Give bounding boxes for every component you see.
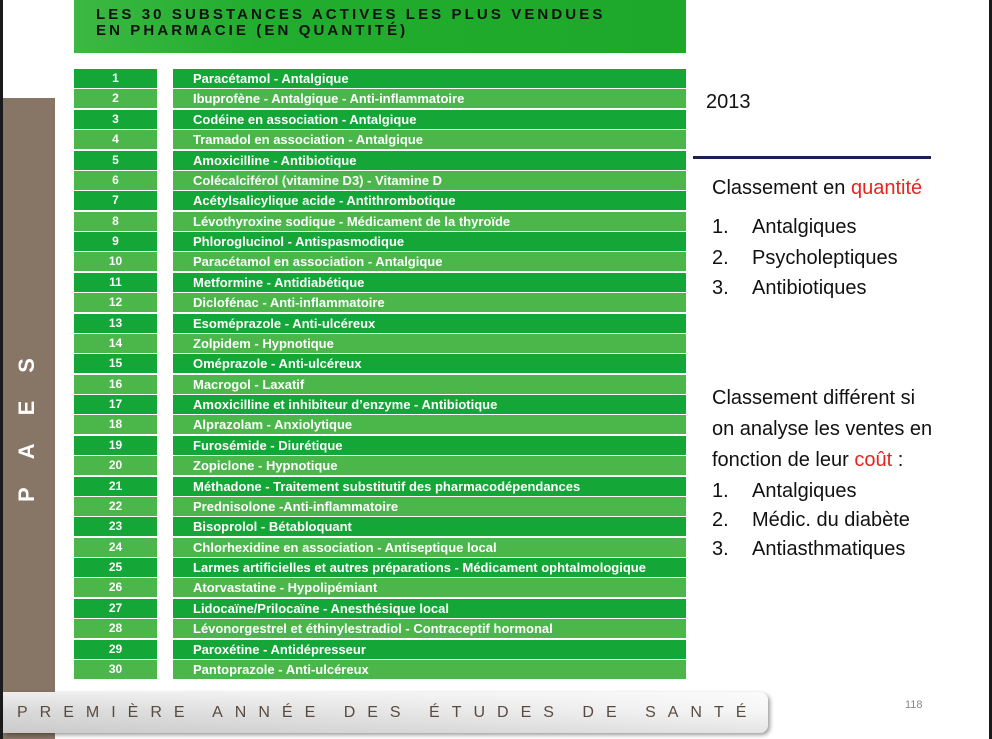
ranking-row [74, 314, 686, 333]
rank-cell: 5 [74, 151, 157, 170]
list-number: 1. [712, 479, 729, 502]
heading-text: Classement en [712, 177, 851, 199]
list-item [712, 506, 910, 535]
ranking-row [74, 578, 686, 597]
ranking-row [74, 436, 686, 455]
ranking-row [74, 69, 686, 88]
rank-cell: 22 [74, 497, 157, 516]
rank-cell: 9 [74, 232, 157, 251]
sidebar-paes-label [14, 358, 40, 502]
substance-cell: Metformine - Antidiabétique [173, 273, 686, 292]
substances-ranking-table [74, 69, 686, 680]
rank-cell: 26 [74, 578, 157, 597]
slide-frame-left [0, 0, 3, 739]
intro-line-1: Classement différent si [712, 386, 916, 409]
list-item [712, 273, 898, 304]
intro-line-3 [712, 445, 932, 476]
rank-cell: 1 [74, 69, 157, 88]
ranking-row [74, 558, 686, 577]
title-banner [74, 0, 686, 53]
rank-cell: 3 [74, 110, 157, 129]
rank-cell: 25 [74, 558, 157, 577]
ranking-row [74, 171, 686, 190]
page-number: 118 [905, 699, 923, 711]
ranking-row [74, 89, 686, 108]
substance-cell: Atorvastatine - Hypolipémiant [173, 578, 686, 597]
year-label: 2013 [706, 91, 751, 113]
ranking-row [74, 375, 686, 394]
ranking-row [74, 660, 686, 679]
ranking-row [74, 252, 686, 271]
substance-cell: Paracétamol en association - Antalgique [173, 252, 686, 271]
substance-cell: Zolpidem - Hypnotique [173, 334, 686, 353]
highlight-quantity: quantité [850, 177, 923, 199]
substance-cell: Macrogol - Laxatif [173, 375, 686, 394]
ranking-row [74, 415, 686, 434]
substance-cell: Amoxicilline et inhibiteur d’enzyme - Antibiotique [173, 395, 686, 414]
quantity-ranking-heading [712, 176, 922, 200]
sidebar-letter: S [14, 358, 39, 373]
rank-cell: 16 [74, 375, 157, 394]
sidebar-letter: A [14, 443, 39, 460]
list-text: Psycholeptiques [752, 246, 898, 269]
sidebar-letter: E [14, 400, 39, 416]
rank-cell: 24 [74, 538, 157, 557]
rank-cell: 19 [74, 436, 157, 455]
ranking-row [74, 517, 686, 536]
list-text: Antalgiques [752, 479, 857, 502]
substance-cell: Bisoprolol - Bétabloquant [173, 517, 686, 536]
substance-cell: Esoméprazole - Anti-ulcéreux [173, 314, 686, 333]
substance-cell: Chlorhexidine en association - Antiseptique local [173, 538, 686, 557]
intro-line-3-suffix: : [892, 448, 904, 471]
ranking-row [74, 497, 686, 516]
substance-cell: Pantoprazole - Anti-ulcéreux [173, 660, 686, 679]
substance-cell: Acétylsalicylique acide - Antithrombotique [173, 191, 686, 210]
ranking-row [74, 395, 686, 414]
substance-cell: Méthadone - Traitement substitutif des pharmacodépendances [173, 477, 686, 496]
ranking-row [74, 640, 686, 659]
ranking-row [74, 599, 686, 618]
rank-cell: 28 [74, 619, 157, 638]
rank-cell: 18 [74, 415, 157, 434]
rank-cell: 14 [74, 334, 157, 353]
ranking-row [74, 456, 686, 475]
ranking-row [74, 293, 686, 312]
rank-cell: 12 [74, 293, 157, 312]
separator-rule [693, 156, 931, 159]
list-text: Antibiotiques [752, 277, 867, 299]
substance-cell: Colécalciférol (vitamine D3) - Vitamine D [173, 171, 686, 190]
list-number: 2. [712, 246, 729, 269]
list-text: Médic. du diabète [752, 508, 910, 531]
ranking-row [74, 110, 686, 129]
list-item [712, 212, 898, 243]
ranking-row [74, 232, 686, 251]
list-item [712, 535, 910, 564]
ranking-row [74, 477, 686, 496]
list-number: 2. [712, 508, 729, 531]
substance-cell: Paracétamol - Antalgique [173, 69, 686, 88]
rank-cell: 21 [74, 477, 157, 496]
intro-line-3-text: fonction de leur [712, 448, 855, 471]
substance-cell: Paroxétine - Antidépresseur [173, 640, 686, 659]
substance-cell: Lévonorgestrel et éthinylestradiol - Contraceptif hormonal [173, 619, 686, 638]
rank-cell: 23 [74, 517, 157, 536]
ranking-row [74, 130, 686, 149]
intro-line-2: on analyse les ventes en [712, 417, 933, 440]
ranking-row [74, 538, 686, 557]
quantity-ranking-list [712, 212, 898, 304]
rank-cell: 30 [74, 660, 157, 679]
rank-cell: 20 [74, 456, 157, 475]
rank-cell: 13 [74, 314, 157, 333]
rank-cell: 11 [74, 273, 157, 292]
substance-cell: Alprazolam - Anxiolytique [173, 415, 686, 434]
rank-cell: 29 [74, 640, 157, 659]
substance-cell: Prednisolone -Anti-inflammatoire [173, 497, 686, 516]
list-text: Antalgiques [752, 216, 857, 238]
rank-cell: 10 [74, 252, 157, 271]
cost-ranking-list [712, 477, 910, 564]
highlight-cost: coût [854, 448, 893, 471]
ranking-row [74, 151, 686, 170]
ranking-row [74, 354, 686, 373]
rank-cell: 8 [74, 212, 157, 231]
substance-cell: Furosémide - Diurétique [173, 436, 686, 455]
substance-cell: Amoxicilline - Antibiotique [173, 151, 686, 170]
footer-banner: PREMIÈRE ANNÉE DES ÉTUDES DE SANTÉ [3, 692, 768, 733]
ranking-row [74, 191, 686, 210]
ranking-row [74, 212, 686, 231]
ranking-row [74, 334, 686, 353]
rank-cell: 17 [74, 395, 157, 414]
list-number: 3. [712, 277, 729, 299]
substance-cell: Oméprazole - Anti-ulcéreux [173, 354, 686, 373]
rank-cell: 27 [74, 599, 157, 618]
list-number: 1. [712, 216, 729, 238]
rank-cell: 15 [74, 354, 157, 373]
substance-cell: Zopiclone - Hypnotique [173, 456, 686, 475]
substance-cell: Phloroglucinol - Antispasmodique [173, 232, 686, 251]
list-number: 3. [712, 537, 729, 560]
rank-cell: 7 [74, 191, 157, 210]
sidebar-letter: P [14, 487, 39, 502]
cost-ranking-intro [712, 383, 932, 476]
rank-cell: 2 [74, 89, 157, 108]
list-item [712, 477, 910, 506]
substance-cell: Diclofénac - Anti-inflammatoire [173, 293, 686, 312]
list-text: Antiasthmatiques [752, 537, 906, 560]
rank-cell: 4 [74, 130, 157, 149]
substance-cell: Tramadol en association - Antalgique [173, 130, 686, 149]
list-item [712, 243, 898, 274]
substance-cell: Ibuprofène - Antalgique - Anti-inflammatoire [173, 89, 686, 108]
ranking-row [74, 619, 686, 638]
slide-title-line-1: LES 30 SUBSTANCES ACTIVES LES PLUS VENDUES [96, 6, 606, 23]
slide-title-line-2: EN PHARMACIE (EN QUANTITÉ) [96, 22, 409, 39]
substance-cell: Codéine en association - Antalgique [173, 110, 686, 129]
substance-cell: Lidocaïne/Prilocaïne - Anesthésique local [173, 599, 686, 618]
substance-cell: Larmes artificielles et autres préparations - Médicament ophtalmologique [173, 558, 686, 577]
ranking-row [74, 273, 686, 292]
rank-cell: 6 [74, 171, 157, 190]
substance-cell: Lévothyroxine sodique - Médicament de la thyroïde [173, 212, 686, 231]
